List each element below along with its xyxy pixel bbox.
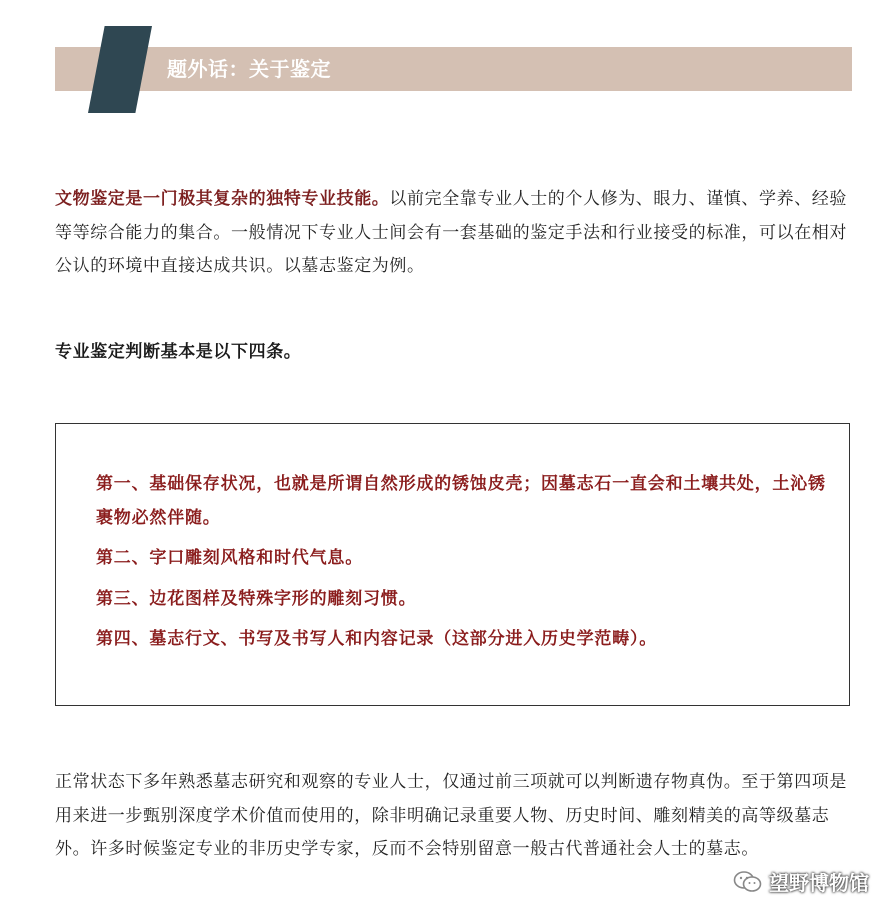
intro-body: 以前完全靠专业人士的个人修为、眼力、谨慎、学养、经验等等综合能力的集合。一般情况下专业人士间会有一套基础的鉴定手法和行业接受的标准，可以在相对公认的环境中直接达成共识。以墓志鉴定为例。 (55, 189, 848, 276)
intro-paragraph (55, 183, 855, 284)
wechat-icon (733, 870, 763, 894)
closing-paragraph: 正常状态下多年熟悉墓志研究和观察的专业人士，仅通过前三项就可以判断遗存物真伪。至于第四项是用来进一步甄别深度学术价值而使用的，除非明确记录重要人物、历史时间、雕刻精美的高等级墓志外。许多时候鉴定专业的非历史学专家，反而不会特别留意一般古代普通社会人士的墓志。 (55, 772, 847, 859)
criteria-item-2: 第二、字口雕刻风格和时代气息。 (96, 548, 363, 568)
header-slant-decoration (88, 26, 152, 113)
watermark-text: 望野博物馆 (769, 871, 869, 895)
criteria-item-3: 第三、边花图样及特殊字形的雕刻习惯。 (96, 588, 417, 609)
criteria-item-1: 第一、基础保存状况，也就是所谓自然形成的锈蚀皮壳；因墓志石一直会和土壤共处，土沁锈裹物必然伴随。 (96, 474, 826, 528)
subheading: 专业鉴定判断基本是以下四条。 (55, 342, 302, 362)
criteria-box (55, 423, 850, 706)
section-title: 题外话：关于鉴定 (167, 57, 331, 81)
criteria-list (96, 468, 826, 664)
intro-lead: 文物鉴定是一门极其复杂的独特专业技能。 (55, 189, 390, 209)
criteria-item-4: 第四、墓志行文、书写及书写人和内容记录（这部分进入历史学范畴）。 (96, 629, 658, 649)
watermark (733, 867, 869, 896)
